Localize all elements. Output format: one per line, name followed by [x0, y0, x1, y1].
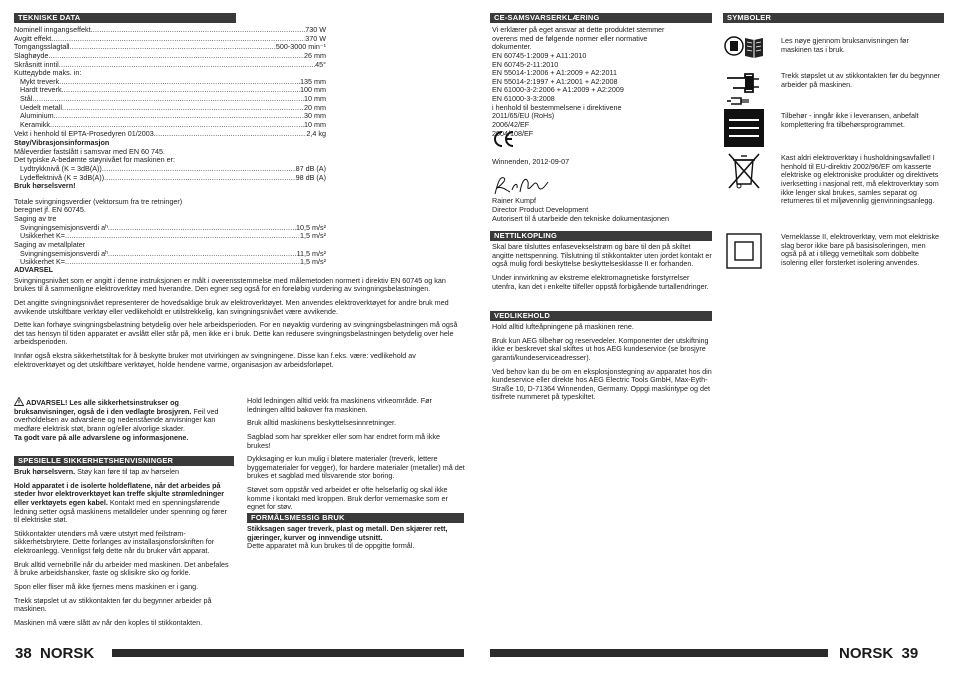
row-value: 500-3000 min⁻¹ — [275, 42, 326, 52]
ce-line: dokumenter. — [492, 42, 532, 52]
right-page-number: NORSK 39 — [839, 645, 919, 662]
special-safety-header: SPESIELLE SIKKERHETSHENVISNINGER — [14, 456, 234, 466]
dot-leader — [62, 104, 304, 113]
warning-bold: ADVARSEL! Les alle sikkerhetsinstrukser og bruksanvisninger, også de i den vedlagte brosjyren. — [14, 398, 192, 416]
paragraph: Innfør også ekstra sikkerhetstiltak for å beskytte bruker mot utvirkingen av svingningene. Disse kan f.eks. være: vedlikehold av elektroverktøyet og det utskiftbare verktøyet, holde hendene varme, organisasjon av arbeidsforløpet. — [14, 351, 416, 369]
dot-leader — [154, 130, 307, 139]
ce-line: EN 60745-1:2009 + A11:2010 — [492, 50, 587, 60]
row-value: 20 mm — [304, 102, 326, 112]
row-value: 135 mm — [300, 76, 326, 86]
row-value: 30 mm — [304, 111, 326, 121]
advarsel-title: ADVARSEL — [14, 265, 54, 274]
paragraph: Dykksaging er kun mulig i bløtere materialer (treverk, lettere byggematerialer for vegger), for hardere materialer (metaller) må det brukes et sagblad med tilsvarende stor boring. — [247, 454, 465, 481]
paragraph: Maskinen må være slått av når den koples til stikkontakten. — [14, 617, 203, 627]
symbol-row-accessory — [723, 108, 944, 150]
ce-line: EN 55014-1:2006 + A1:2009 + A2:2011 — [492, 68, 617, 78]
row-value: 45° — [315, 59, 326, 69]
warning-block — [14, 397, 232, 447]
ce-line: EN 61000-3-2:2006 + A1:2009 + A2:2009 — [492, 85, 624, 95]
symbol-text: Les nøye gjennom bruksanvisningen før maskinen tas i bruk. — [781, 36, 909, 54]
special-safety-section — [14, 468, 232, 633]
paragraph: Trekk støpslet ut av stikkontakten før du begynner arbeider på maskinen. — [14, 595, 212, 614]
dot-leader — [102, 165, 296, 174]
formal-text: Dette apparatet må kun brukes til de oppgitte formål. — [247, 541, 415, 551]
row-value: 2,4 kg — [306, 128, 326, 138]
maint-p3: Ved behov kan du be om en eksplosjonstegning av apparatet hos din kundeservice eller direkte hos AEG Electric Tools GmbH, Max-Eyth-Straße 10, D-71364 Winnenden, Germany. Oppgi maskintype og det tisifrete nummeret på typeskiltet. — [492, 366, 712, 402]
row-value: 10,5 m/s² — [296, 222, 326, 232]
paragraph: Svingningsnivået som er angitt i denne instruksjonen er målt i overensstemmelse med målemetoden normert i direktiv EN 60745 og kan brukes til å sammenligne elektroverktøy med hverandre. Den egner seg også for en foreløbig vurdering av svingningsbelastningen. — [14, 275, 446, 294]
row-label: Aluminium — [20, 111, 54, 121]
formal-use-header: FORMÅLSMESSIG BRUK — [247, 513, 464, 523]
weee-bin-icon — [723, 150, 765, 190]
data-row — [14, 26, 326, 35]
paragraph: Stikkontakter utendørs må være utstyrt med feilstrøm-sikkerhetsbrytere. Dette forlanges av installasjonsforskriften for elektroanlegg. Vennligst følg dette når du bruker vårt apparat. — [14, 528, 215, 556]
row-label: Usikkerhet K= — [20, 257, 65, 267]
tech-data-table — [14, 26, 326, 138]
row-value: 26 mm — [304, 50, 326, 60]
data-row — [14, 43, 326, 52]
row-label: Skråsnitt inntil — [14, 59, 59, 69]
warning-text: Feil ved overholdelsen av advarslene og nedenstående anvisninger kan medføre elektrisk støt, brann og/eller alvorlige skader. — [14, 406, 219, 433]
row-value: 10 mm — [304, 120, 326, 130]
row-label: Nominell inngangseffekt — [14, 25, 91, 34]
dot-leader — [108, 224, 296, 233]
unplug-icon — [723, 70, 765, 110]
row-label: Hardt treverk — [20, 85, 62, 95]
symbol-row-class2 — [723, 230, 944, 280]
data-row: Kutteдybde maks. in: — [14, 68, 82, 78]
row-value: 10 mm — [304, 94, 326, 104]
mains-p1: Skal bare tilsluttes enfasevekselstrøm og bare til den på skiltet angitte nettspenning. Tilslutning til stikkontakter uten jordet kontakt er også mulig fordi beskyttelse beskyttelsesklasse II er forhanden. — [492, 242, 712, 269]
vib-line2: beregnet jf. EN 60745. — [14, 205, 86, 215]
row-label: Uedelt metall — [20, 102, 62, 112]
tech-data-header: TEKNISKE DATA — [14, 13, 236, 23]
dot-leader — [65, 232, 300, 241]
symbol-row-manual — [723, 26, 944, 70]
warning-keep: Ta godt vare på alle advarslene og informasjonene. — [14, 432, 189, 442]
row-value: 11,5 m/s² — [296, 248, 326, 258]
row-subscript: h — [105, 249, 108, 256]
row-label: Avgitt effekt — [14, 33, 52, 43]
vib-metal-rows — [14, 250, 326, 267]
dot-leader — [70, 43, 276, 52]
paragraph: Bruk alltid maskinens beskyttelsesinnretninger. — [247, 418, 397, 428]
ce-line: EN 55014-2:1997 + A1:2001 + A2:2008 — [492, 76, 618, 86]
dot-leader — [51, 35, 305, 44]
advarsel-paragraphs — [14, 277, 464, 370]
mains-section — [492, 243, 712, 296]
dot-leader — [59, 61, 315, 70]
dot-leader — [54, 112, 304, 121]
row-label: Stål — [20, 94, 33, 104]
ce-line: 2011/65/EU (RoHs) — [492, 111, 555, 121]
row-label: Tomgangsslagtall — [14, 42, 70, 52]
data-row — [14, 52, 326, 61]
dot-leader — [104, 174, 296, 183]
vib-wood-title: Saging av tre — [14, 214, 57, 224]
symbol-text: Verneklasse II, elektroverktøy, vern mot elektriske slag beror ikke bare på basisisoleringen, men også på at i tillegg vernetiltak som dobbelte isolering eller forsterket isolering anvendes. — [781, 232, 940, 267]
noise-rows — [14, 165, 326, 182]
row-value: 98 dB (A) — [295, 172, 326, 182]
noise-line1: Måleverdier fastslått i samsvar med EN 60 745. — [14, 146, 165, 156]
advarsel-section — [14, 266, 464, 374]
noise-section — [14, 139, 326, 267]
paragraph: Det angitte svingningsnivået representerer de hovedsaklige bruk av elektroverktøyet. Men anvendes elektroverktøyet for andre bruk med avvikende utskiftbare verktøy eller vedlikeholdt er utilstrekkelig, kan svingningsnivået være avvikende. — [14, 297, 449, 316]
dot-leader — [108, 250, 297, 259]
dot-leader — [48, 52, 304, 61]
row-value: 100 mm — [300, 85, 326, 95]
ce-line: i henhold til bestemmelsene i direktivene — [492, 102, 622, 112]
special-p1-text: Støy kan føre til tap av hørselen — [75, 467, 179, 476]
vib-line1: Totale svingningsverdier (vektorsum fra tre retninger) — [14, 196, 183, 206]
mains-header: NETTILKOPLING — [490, 231, 712, 241]
row-value: 370 W — [305, 33, 326, 43]
row-label: Lydtrykknivå (K = 3dB(A)) — [20, 163, 102, 173]
symbol-text: Kast aldri elektroverktøy i husholdningsavfallet! I henhold til EU-direktiv 2002/96/EF om kasserte elektriske og elektroniske produkter og direktivets iverksetting i nasjonal rett, må elektroverktøy som ikke lenger skal brukes, samles separat og returneres til et miljøvennlig gjenvinningsanlegg. — [781, 153, 939, 206]
special-p2-bold: Hold apparatet i de isolerte holdeflatene, når det arbeides på steder hvor elektroverktøyet kan treffe skjulte strømledninger eller verktøyets egen kabel. — [14, 480, 225, 507]
ce-mark-icon — [492, 130, 516, 151]
row-value: 1,5 m/s² — [300, 257, 326, 267]
ce-header: CE-SAMSVARSERKLÆRING — [490, 13, 712, 23]
formal-use-section — [247, 525, 465, 551]
data-row — [14, 104, 326, 113]
mains-p2: Under innvirkning av ekstreme elektromagnetiske forstyrrelser utenfra, kan det i enkelte tilfeller oppstå forbigående turtallendringer. — [492, 272, 709, 291]
paragraph: Spon eller fliser må ikke fjernes mens maskinen er i gang. — [14, 582, 199, 592]
dot-leader — [59, 78, 300, 87]
row-value: 87 dB (A) — [295, 163, 326, 173]
maint-p1: Hold alltid lufteåpningene på maskinen rene. — [492, 322, 634, 331]
symbol-row-unplug — [723, 70, 944, 110]
row-label: Lydeffektnivå (K = 3dB(A)) — [20, 172, 105, 182]
data-row — [14, 86, 326, 95]
symbol-text: Trekk støpslet ut av stikkontakten før du begynner arbeider på maskinen. — [781, 71, 941, 89]
row-value: 1,5 m/s² — [300, 231, 326, 241]
formal-bold: Stikksagen sager treverk, plast og metall. Den skjærer rett, gjæringer, kurver og innvendige utsnitt. — [247, 524, 448, 542]
right-footer-bar — [490, 649, 828, 657]
symbols-header: SYMBOLER — [723, 13, 944, 23]
hearing-protection-note: Bruk hørselsvern! — [14, 181, 76, 191]
noise-title: Støy/Vibrasjonsinformasjon — [14, 138, 110, 147]
row-label: Slaghøyde — [14, 50, 49, 60]
signer-block — [492, 197, 588, 214]
vib-wood-rows — [14, 224, 326, 241]
read-manual-icon — [723, 26, 765, 66]
row-value: 730 W — [305, 25, 326, 34]
paragraph: Dette kan forhøye svingningsbelastning betydelig over hele arbeidsperioden. For en nøyaktig vurdering av svingningsbelastningen må også det tas hensyn til tiden apparatet er avslått eller står på, men ikke er i bruk. Dette kan redusere svingningsbelastningen betydelig over hele arbeidsperioden. — [14, 320, 458, 347]
signer-name: Rainer Kumpf — [492, 196, 536, 205]
row-subscript: h — [105, 223, 108, 230]
row-label: Mykt treverk — [20, 76, 60, 86]
special-paragraphs — [14, 530, 232, 628]
paragraph: Sagblad som har sprekker eller som har endret form må ikke brukes! — [247, 431, 440, 450]
paragraph: Støvet som oppstår ved arbeidet er ofte helsefarlig og skal ikke komme i kontakt med kroppen. Bruk derfor vernemaske som er egnet for støv. — [247, 485, 448, 512]
authorized-text: Autorisert til å utarbeide den tekniske dokumentasjonen — [492, 214, 669, 223]
ce-declaration — [492, 26, 714, 138]
left-page-number: 38 NORSK — [15, 645, 95, 662]
maint-p2: Bruk kun AEG tilbehør og reservedeler. Komponenter der utskiftning ikke er beskrevet skal skiftes ut hos AEG kundeservice (se brosjyre garanti/kundeserviceadresser). — [492, 335, 709, 362]
ce-line: Vi erklærer på eget ansvar at dette produktet stemmer — [492, 25, 665, 34]
place-date: Winnenden, 2012-09-07 — [492, 157, 570, 166]
row-label: Svingningsemisjonsverdi a — [20, 222, 106, 232]
dot-leader — [91, 26, 306, 35]
row-label: Keramikk — [20, 120, 50, 130]
row-label: Usikkerhet K= — [20, 231, 65, 241]
ce-line: EN 60745-2-11:2010 — [492, 59, 559, 69]
maintenance-header: VEDLIKEHOLD — [490, 311, 712, 321]
special-p1-bold: Bruk hørselsvern. — [14, 467, 76, 476]
ce-line: EN 61000-3-3:2008 — [492, 94, 555, 104]
vib-metal-title: Saging av metallplater — [14, 240, 86, 250]
maintenance-section — [492, 323, 712, 407]
symbol-text: Tilbehør - inngår ikke i leveransen, anbefalt komplettering fra tilbehørsprogrammet. — [781, 111, 919, 129]
row-label: Vekt i henhold til EPTA-Prosedyren 01/2003 — [14, 128, 154, 138]
row-label: Svingningsemisjonsverdi a — [20, 248, 106, 258]
dot-leader — [62, 86, 300, 95]
paragraph: Bruk alltid vernebrille når du arbeider med maskinen. Det anbefales å bruke arbeidshansker, faste og sklisikre sko og forkle. — [14, 559, 229, 578]
accessory-icon — [723, 108, 765, 148]
ce-line: 2006/42/EF — [492, 120, 530, 130]
col2-section — [247, 397, 465, 517]
data-row — [14, 112, 326, 121]
warning-triangle-icon — [14, 397, 24, 406]
symbol-row-weee — [723, 150, 944, 230]
paragraph: Hold ledningen alltid vekk fra maskinens virkeområde. Før ledningen alltid bakover fra maskinen. — [247, 396, 432, 414]
left-footer-bar — [112, 649, 464, 657]
dot-leader — [32, 95, 304, 104]
noise-line2: Det typiske A-bedømte støynivået for maskinen er: — [14, 155, 175, 165]
protection-class-ii-icon — [723, 230, 765, 270]
ce-line: 2004/108/EF — [492, 128, 534, 138]
signer-title: Director Product Development — [492, 204, 589, 214]
ce-line: overens med de følgende normer eller normative — [492, 33, 648, 43]
col2-paragraphs — [247, 397, 465, 512]
special-p2-text: Kontakt med en spenningsførende ledning setter også maskinens metalldeler under spenning og fører til elektriske støt. — [14, 497, 227, 525]
